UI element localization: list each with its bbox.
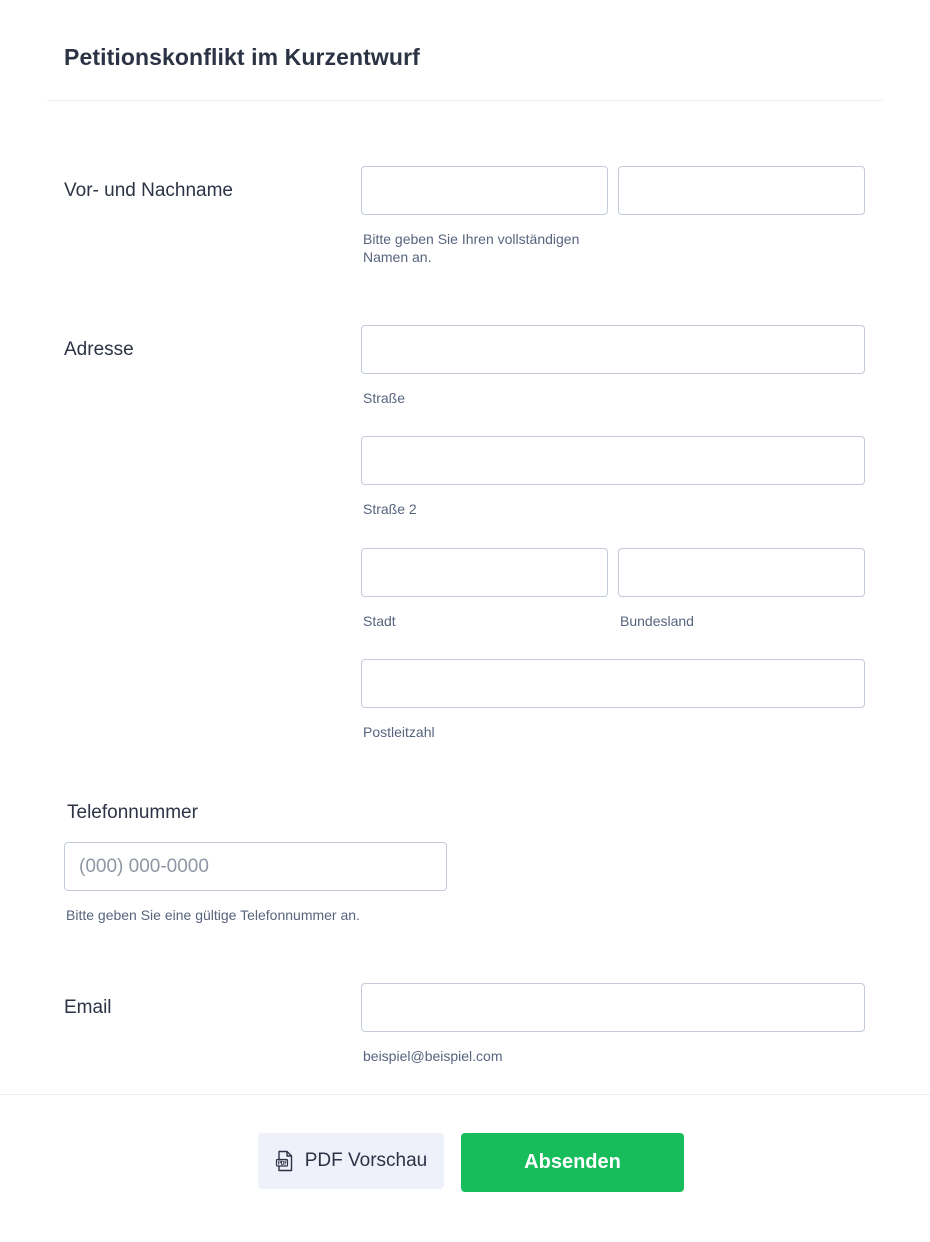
city-input[interactable] (361, 548, 608, 597)
zip-sublabel: Postleitzahl (363, 724, 435, 740)
street-sublabel: Straße (363, 390, 406, 406)
zip-input[interactable] (361, 659, 865, 708)
pdf-preview-label: PDF Vorschau (304, 1150, 428, 1171)
header-divider (47, 100, 882, 101)
street2-sublabel: Straße 2 (363, 501, 417, 517)
email-sublabel: beispiel@beispiel.com (363, 1048, 503, 1064)
street-input[interactable] (361, 325, 865, 374)
address-label: Adresse (64, 339, 134, 360)
city-sublabel: Stadt (363, 613, 396, 629)
name-sublabel (363, 230, 579, 266)
name-sublabel-line2: Namen an. (363, 249, 432, 265)
pdf-preview-button[interactable] (258, 1133, 444, 1189)
email-label: Email (64, 997, 112, 1018)
email-input[interactable] (361, 983, 865, 1032)
name-label: Vor- und Nachname (64, 180, 233, 201)
phone-sublabel: Bitte geben Sie eine gültige Telefonnummer an. (66, 907, 360, 923)
form-title: Petitionskonflikt im Kurzentwurf (64, 44, 420, 70)
state-sublabel: Bundesland (620, 613, 694, 629)
state-input[interactable] (618, 548, 865, 597)
phone-input[interactable] (64, 842, 447, 891)
name-sublabel-line1: Bitte geben Sie Ihren vollständigen (363, 231, 580, 247)
last-name-input[interactable] (618, 166, 865, 215)
pdf-file-icon (275, 1150, 295, 1172)
submit-button[interactable]: Absenden (461, 1133, 684, 1192)
first-name-input[interactable] (361, 166, 608, 215)
phone-label: Telefonnummer (67, 802, 198, 823)
footer-divider (0, 1094, 930, 1095)
street2-input[interactable] (361, 436, 865, 485)
